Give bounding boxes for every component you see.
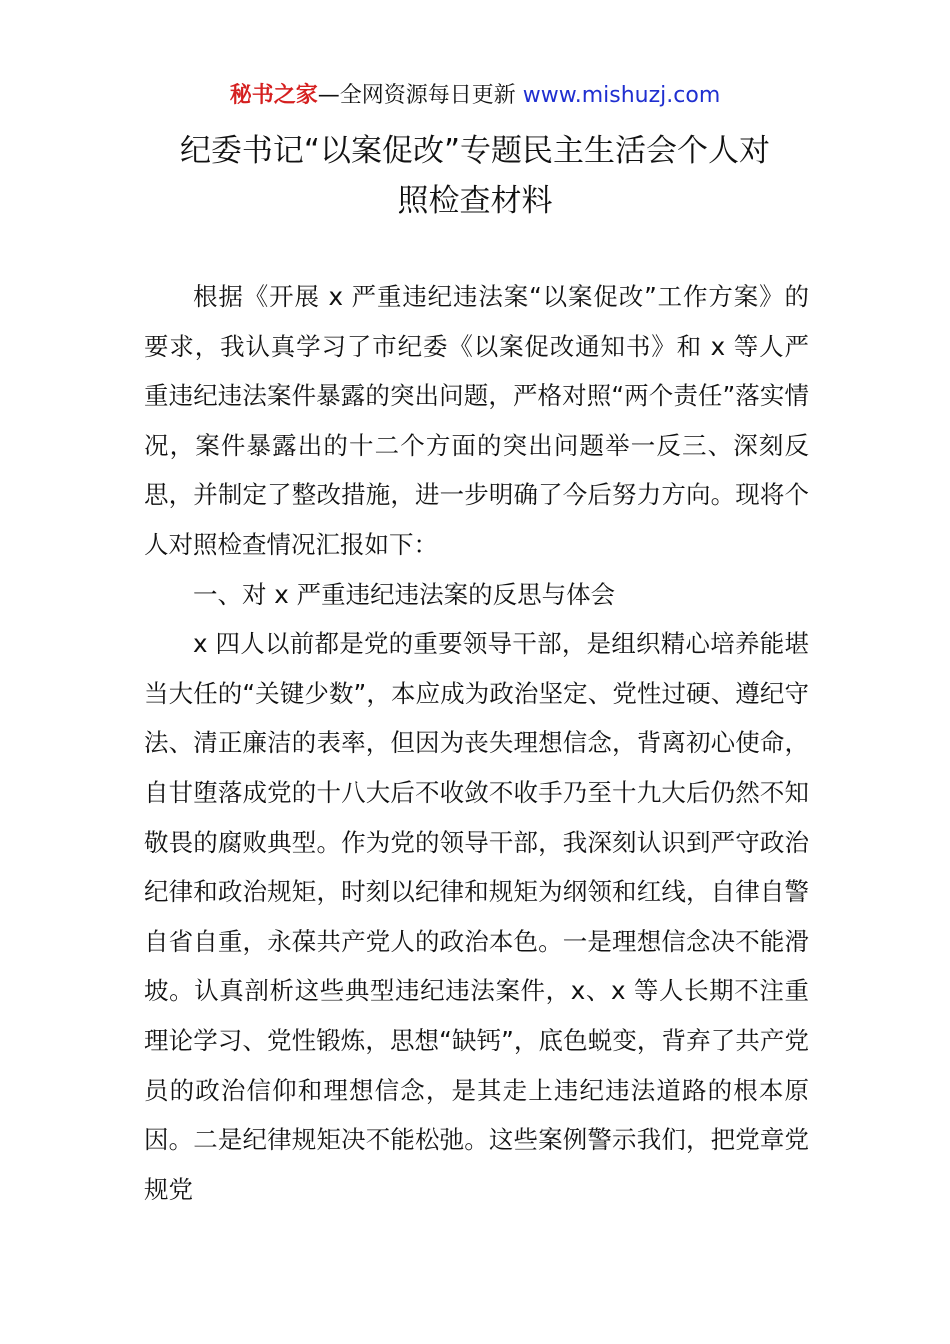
document-title	[100, 126, 850, 226]
document-body	[144, 272, 809, 1214]
document-title-line-2: 照检查材料	[397, 183, 553, 219]
site-url-link[interactable]: www.mishuzj.com	[522, 83, 721, 108]
paragraph-reflection: x 四人以前都是党的重要领导干部，是组织精心培养能堪当大任的“关键少数”，本应成为政治坚定、党性过硬、遵纪守法、清正廉洁的表率，但因为丧失理想信念，背离初心使命，自甘堕落成党的十八大后不收敛不收手乃至十九大后仍然不知敬畏的腐败典型。作为党的领导干部，我深刻认识到严守政治纪律和政治规矩，时刻以纪律和规矩为纲领和红线，自律自警自省自重，永葆共产党人的政治本色。一是理想信念决不能滑坡。认真剖析这些典型违纪违法案件，x、x 等人长期不注重理论学习、党性锻炼，思想“缺钙”，底色蜕变，背弃了共产党员的政治信仰和理想信念，是其走上违纪违法道路的根本原因。二是纪律规矩决不能松弛。这些案例警示我们，把党章党规党	[144, 629, 809, 1204]
document-title-line-1: 纪委书记“以案促改”专题民主生活会个人对	[179, 133, 771, 169]
section-heading-1: 一、对 x 严重违纪违法案的反思与体会	[193, 579, 616, 609]
site-tagline: —全网资源每日更新	[317, 83, 523, 108]
site-brand: 秘书之家	[229, 83, 318, 108]
site-header	[0, 80, 950, 112]
paragraph-intro: 根据《开展 x 严重违纪违法案“以案促改”工作方案》的要求，我认真学习了市纪委《以案促改通知书》和 x 等人严重违纪违法案件暴露的突出问题，严格对照“两个责任”落实情况，案件暴露出的十二个方面的突出问题举一反三、深刻反思，并制定了整改措施，进一步明确了今后努力方向。现将个人对照检查情况汇报如下：	[144, 282, 809, 559]
